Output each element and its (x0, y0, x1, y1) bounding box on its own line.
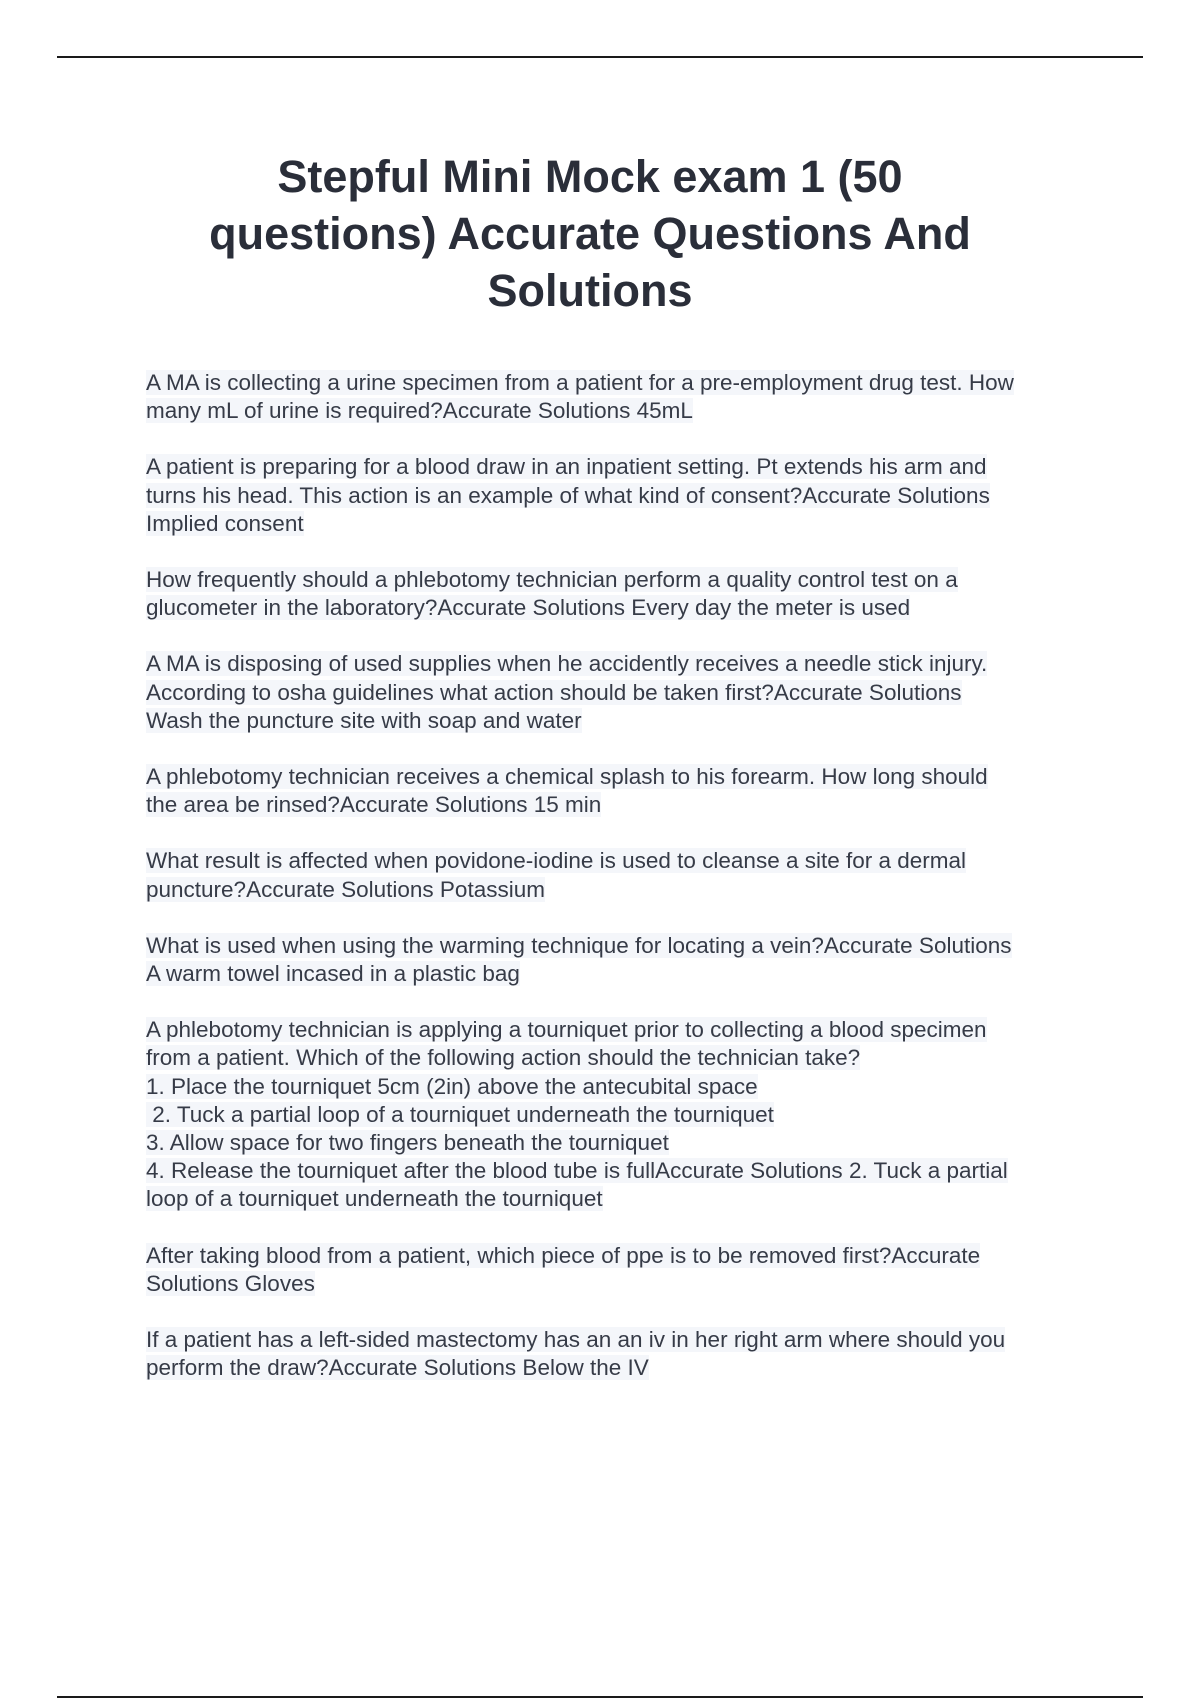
text-line: What is used when using the warming technique for locating a vein?Accurate Solutions (146, 932, 1012, 958)
question-text (146, 763, 1086, 819)
text-line: turns his head. This action is an example of what kind of consent?Accurate Solutions (146, 482, 990, 508)
text-line: Wash the puncture site with soap and water (146, 707, 582, 733)
question-item (146, 847, 1086, 903)
text-line: 3. Allow space for two fingers beneath the tourniquet (146, 1130, 669, 1156)
text-line: A warm towel incased in a plastic bag (146, 961, 520, 987)
text-line: According to osha guidelines what action should be taken first?Accurate Solutions (146, 679, 962, 705)
question-item (146, 453, 1086, 538)
question-text (146, 847, 1086, 903)
text-line: How frequently should a phlebotomy technician perform a quality control test on a (146, 567, 958, 593)
question-item (146, 650, 1086, 735)
text-line: A phlebotomy technician receives a chemical splash to his forearm. How long should (146, 764, 988, 790)
question-text (146, 453, 1086, 538)
text-line: A MA is collecting a urine specimen from a patient for a pre-employment drug test. How (146, 370, 1014, 395)
question-item (146, 566, 1086, 622)
question-text (146, 1242, 1086, 1298)
question-item (146, 1016, 1086, 1213)
question-item (146, 369, 1086, 425)
text-line: many mL of urine is required?Accurate Solutions 45mL (146, 398, 693, 424)
text-line: After taking blood from a patient, which piece of ppe is to be removed first?Accurate (146, 1242, 981, 1268)
title-line: Solutions (487, 265, 693, 316)
text-line: perform the draw?Accurate Solutions Below the IV (146, 1355, 649, 1381)
question-text (146, 932, 1086, 988)
title-line: Stepful Mini Mock exam 1 (50 (277, 151, 903, 202)
text-line: Implied consent (146, 510, 304, 536)
question-text (146, 650, 1086, 735)
title-line: questions) Accurate Questions And (209, 208, 971, 259)
question-item (146, 1326, 1086, 1382)
text-line: 1. Place the tourniquet 5cm (2in) above the antecubital space (146, 1073, 758, 1099)
text-line: A patient is preparing for a blood draw in an inpatient setting. Pt extends his arm and (146, 454, 987, 480)
document-title (150, 148, 1030, 319)
question-text (146, 369, 1086, 425)
text-line: A phlebotomy technician is applying a tourniquet prior to collecting a blood specimen (146, 1017, 987, 1043)
text-line: What result is affected when povidone-iodine is used to cleanse a site for a dermal (146, 848, 967, 874)
question-text (146, 1326, 1086, 1382)
text-line: loop of a tourniquet underneath the tourniquet (146, 1186, 603, 1212)
text-line: from a patient. Which of the following action should the technician take? (146, 1045, 861, 1071)
text-line: the area be rinsed?Accurate Solutions 15 min (146, 792, 602, 818)
text-line: glucometer in the laboratory?Accurate Solutions Every day the meter is used (146, 595, 911, 621)
question-list (146, 369, 1086, 1410)
question-item (146, 1242, 1086, 1298)
text-line: If a patient has a left-sided mastectomy has an an iv in her right arm where should you (146, 1327, 1006, 1353)
text-line: puncture?Accurate Solutions Potassium (146, 876, 545, 902)
text-line: 2. Tuck a partial loop of a tourniquet underneath the tourniquet (146, 1101, 774, 1127)
text-line: A MA is disposing of used supplies when he accidently receives a needle stick injury. (146, 651, 988, 677)
bottom-rule (57, 1696, 1143, 1698)
text-line: 4. Release the tourniquet after the blood tube is fullAccurate Solutions 2. Tuck a partial (146, 1158, 1008, 1184)
question-item (146, 763, 1086, 819)
question-text (146, 566, 1086, 622)
question-item (146, 932, 1086, 988)
top-rule (57, 56, 1143, 58)
question-text (146, 1016, 1086, 1213)
text-line: Solutions Gloves (146, 1270, 315, 1296)
